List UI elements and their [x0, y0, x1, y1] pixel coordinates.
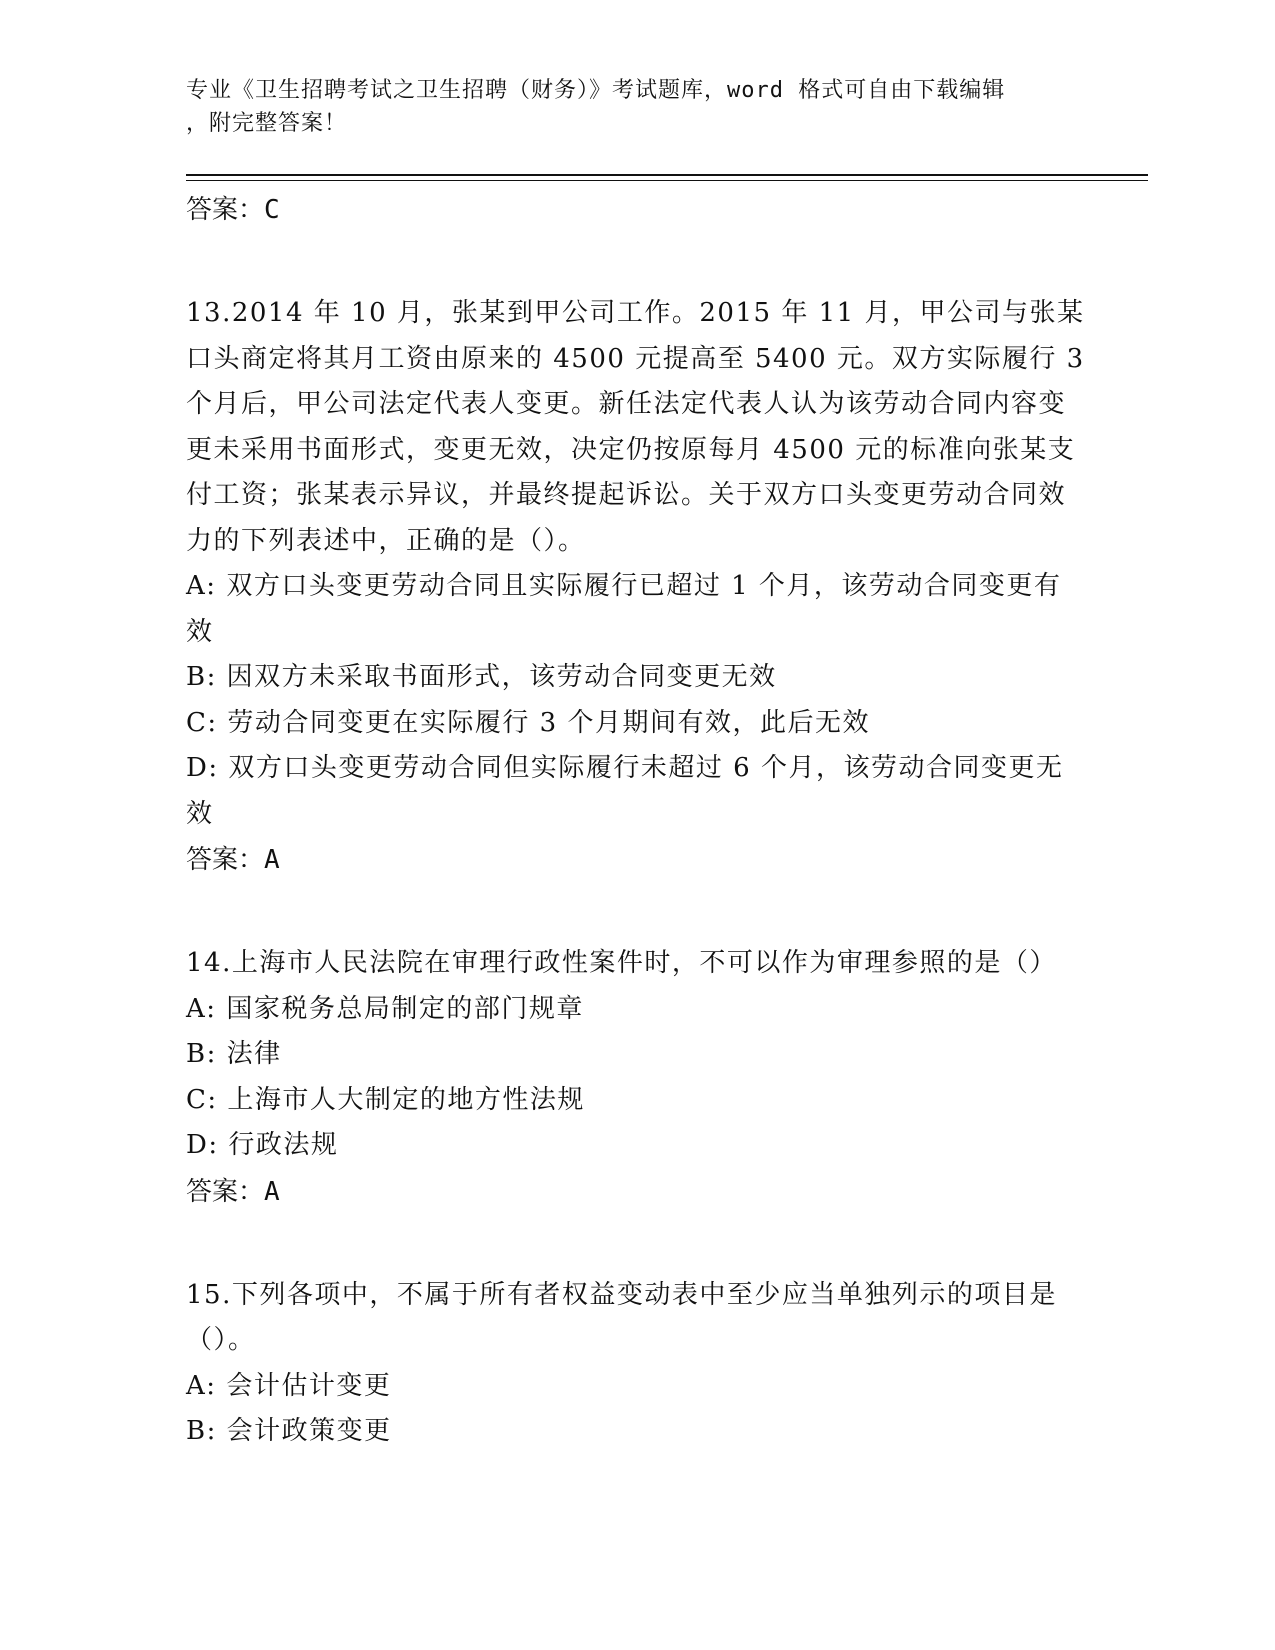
- option-text: 行政法规: [228, 1130, 339, 1160]
- header-rule-thin: [186, 180, 1148, 181]
- header-line-2: ，附完整答案！: [186, 111, 348, 136]
- option-key: B:: [186, 1416, 217, 1446]
- option-key: A:: [186, 993, 217, 1024]
- answer-line: 答案：A: [186, 1176, 280, 1207]
- question-text: 15.下列各项中，不属于所有者权益变动表中至少应当单独列示的项目是（）。: [186, 1279, 1057, 1355]
- option-a: [186, 987, 1086, 1033]
- option-key: D:: [186, 1130, 219, 1160]
- option-b: [186, 1032, 1086, 1078]
- header-line-1: 专业《卫生招聘考试之卫生招聘（财务）》考试题库，word 格式可自由下载编辑: [186, 78, 1006, 103]
- question-14: [186, 941, 1086, 1215]
- option-key: C:: [186, 707, 218, 738]
- option-b: [186, 655, 1086, 701]
- option-key: A:: [186, 571, 217, 601]
- option-text: 法律: [226, 1039, 282, 1069]
- option-text: 国家税务总局制定的部门规章: [226, 993, 584, 1024]
- option-a: [186, 1364, 1086, 1410]
- option-text: 会计政策变更: [226, 1416, 392, 1446]
- option-key: A:: [186, 1370, 217, 1401]
- option-text: 双方口头变更劳动合同且实际履行已超过 1 个月，该劳动合同变更有效: [186, 571, 1062, 647]
- answer-line: 答案：A: [186, 845, 280, 875]
- question-15: [186, 1273, 1086, 1455]
- document-body: [186, 187, 1086, 1455]
- option-text: 会计估计变更: [226, 1370, 392, 1401]
- option-d: [186, 1123, 1086, 1169]
- option-key: B:: [186, 1039, 217, 1069]
- header-rule-thick: [186, 174, 1148, 176]
- option-b: [186, 1409, 1086, 1455]
- option-text: 上海市人大制定的地方性法规: [227, 1084, 585, 1115]
- question-text: 14.上海市人民法院在审理行政性案件时，不可以作为审理参照的是（）: [186, 948, 1057, 978]
- previous-answer: 答案：C: [186, 195, 280, 225]
- option-key: D:: [186, 753, 219, 783]
- option-text: 因双方未采取书面形式，该劳动合同变更无效: [226, 662, 777, 692]
- option-key: B:: [186, 662, 217, 692]
- option-a: [186, 564, 1086, 655]
- option-text: 劳动合同变更在实际履行 3 个月期间有效，此后无效: [227, 707, 870, 738]
- question-13: [186, 291, 1086, 883]
- option-key: C:: [186, 1084, 218, 1115]
- document-header: [186, 74, 1066, 140]
- option-text: 双方口头变更劳动合同但实际履行未超过 6 个月，该劳动合同变更无效: [186, 753, 1064, 829]
- option-c: [186, 701, 1086, 747]
- option-c: [186, 1078, 1086, 1124]
- question-text: 13.2014 年 10 月，张某到甲公司工作。2015 年 11 月，甲公司与张某口头商定将其月工资由原来的 4500 元提高至 5400 元。双方实际履行 3 个月后，甲公司法定代表人变更。新任法定代表人认为该劳动合同内容变更未采用书面形式，变更无效，决定仍按原每月 4500 元的标准向张某支付工资；张某表示异议，并最终提起诉讼。关于双方口头变更劳动合同效力的下列表述中，正确的是（）。: [186, 298, 1085, 556]
- option-d: [186, 746, 1086, 837]
